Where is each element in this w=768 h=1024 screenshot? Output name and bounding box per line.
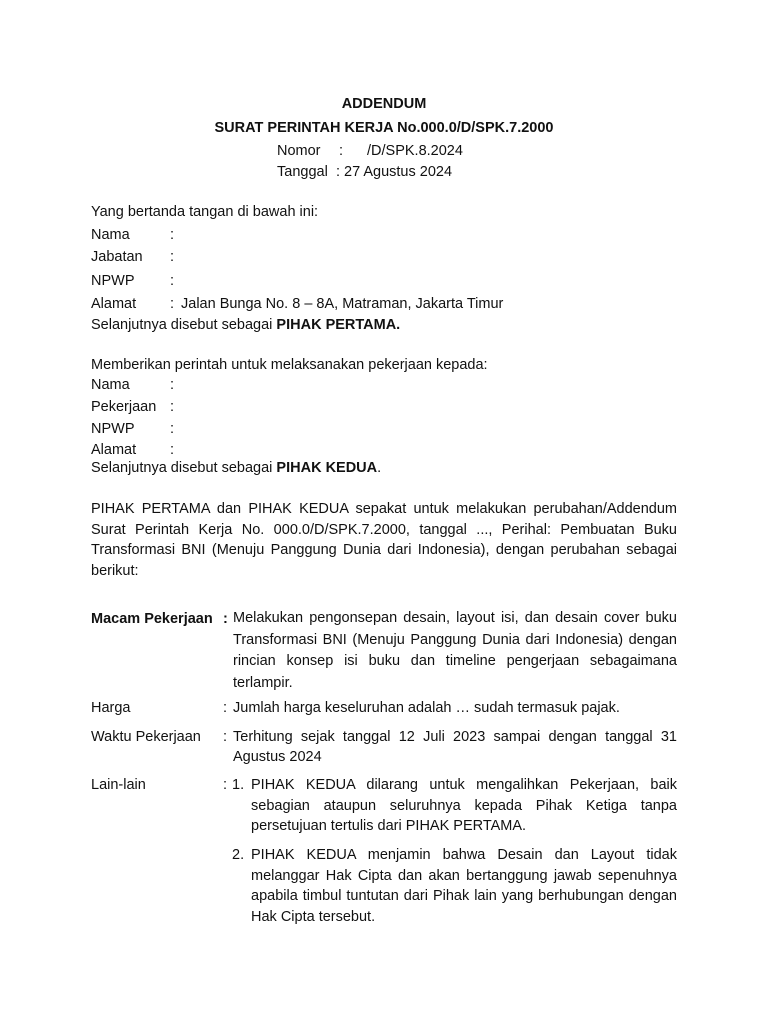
- waktu-pekerjaan-value: Terhitung sejak tanggal 12 Juli 2023 sampai dengan tanggal 31 Agustus 2024: [233, 729, 677, 765]
- party2-npwp-label: NPWP: [91, 421, 135, 437]
- party1-closing-text: Selanjutnya disebut sebagai: [91, 317, 277, 333]
- harga-label: Harga: [91, 700, 131, 716]
- party2-role: PIHAK KEDUA: [276, 460, 378, 476]
- nomor-label: Nomor: [277, 143, 321, 159]
- lain-lain-item-1-number: 1.: [232, 777, 245, 793]
- party1-alamat-value: Jalan Bunga No. 8 – 8A, Matraman, Jakarta Timur: [181, 296, 504, 312]
- lain-lain-item-2-number: 2.: [232, 847, 245, 863]
- tanggal-label: Tanggal: [277, 164, 328, 180]
- harga-value: Jumlah harga keseluruhan adalah … sudah termasuk pajak.: [233, 700, 620, 716]
- nomor-value: /D/SPK.8.2024: [367, 143, 463, 159]
- lain-lain-item-2-text: PIHAK KEDUA menjamin bahwa Desain dan Layout tidak melanggar Hak Cipta dan akan bertanggung jawab sepenuhnya apabila timbul tuntutan dari Pihak lain yang berhubungan dengan Hak Cipta tersebut.: [251, 847, 677, 925]
- party2-pekerjaan-separator: :: [170, 399, 175, 415]
- party1-alamat-separator: :: [170, 296, 175, 312]
- macam-pekerjaan-value: Melakukan pengonsepan desain, layout isi, dan desain cover buku Transformasi BNI (Menuju Panggung Dunia dari Indonesia) dengan rincian konsep isi buku dan timeline pengerjaan sebagaimana terlampir.: [233, 610, 677, 691]
- agreement-paragraph: PIHAK PERTAMA dan PIHAK KEDUA sepakat untuk melakukan perubahan/Addendum Surat Perintah Kerja No. 000.0/D/SPK.7.2000, tanggal ..., Perihal: Pembuatan Buku Transformasi BNI (Menuju Panggung Dunia dari Indonesia), dengan perubahan sebagai berikut:: [91, 501, 677, 579]
- party2-nama-separator: :: [170, 377, 175, 393]
- party1-npwp-label: NPWP: [91, 273, 135, 289]
- nomor-separator: :: [339, 143, 344, 159]
- party1-jabatan-label: Jabatan: [91, 249, 143, 265]
- tanggal-separator: :: [336, 164, 341, 180]
- party1-npwp-separator: :: [170, 273, 175, 289]
- party2-pekerjaan-label: Pekerjaan: [91, 399, 157, 415]
- macam-pekerjaan-separator: :: [223, 611, 228, 627]
- party2-alamat-separator: :: [170, 442, 175, 458]
- lain-lain-item-1-text: PIHAK KEDUA dilarang untuk mengalihkan Pekerjaan, baik sebagian ataupun seluruhnya kepada Pihak Ketiga tanpa persetujuan tertulis dari PIHAK PERTAMA.: [251, 777, 677, 834]
- tanggal-value: 27 Agustus 2024: [344, 164, 453, 180]
- party1-closing: [91, 315, 400, 335]
- party1-role: PIHAK PERTAMA.: [276, 317, 401, 333]
- party2-closing-text: Selanjutnya disebut sebagai: [91, 460, 277, 476]
- harga-separator: :: [223, 700, 228, 716]
- lain-lain-label: Lain-lain: [91, 777, 146, 793]
- waktu-pekerjaan-label: Waktu Pekerjaan: [91, 729, 201, 745]
- document-subtitle: SURAT PERINTAH KERJA No.000.0/D/SPK.7.2000: [214, 120, 554, 136]
- party2-intro: Memberikan perintah untuk melaksanakan pekerjaan kepada:: [91, 357, 488, 373]
- party2-nama-label: Nama: [91, 377, 130, 393]
- document-title: ADDENDUM: [341, 96, 427, 112]
- party2-npwp-separator: :: [170, 421, 175, 437]
- party2-closing: [91, 458, 381, 478]
- party2-alamat-label: Alamat: [91, 442, 137, 458]
- lain-lain-separator: :: [223, 777, 228, 793]
- party1-alamat-label: Alamat: [91, 296, 137, 312]
- party1-jabatan-separator: :: [170, 249, 175, 265]
- party1-nama-label: Nama: [91, 227, 130, 243]
- party1-nama-separator: :: [170, 227, 175, 243]
- waktu-pekerjaan-separator: :: [223, 729, 228, 745]
- macam-pekerjaan-label: Macam Pekerjaan: [91, 611, 213, 627]
- party2-closing-period: .: [377, 460, 382, 476]
- party1-intro: Yang bertanda tangan di bawah ini:: [91, 204, 319, 220]
